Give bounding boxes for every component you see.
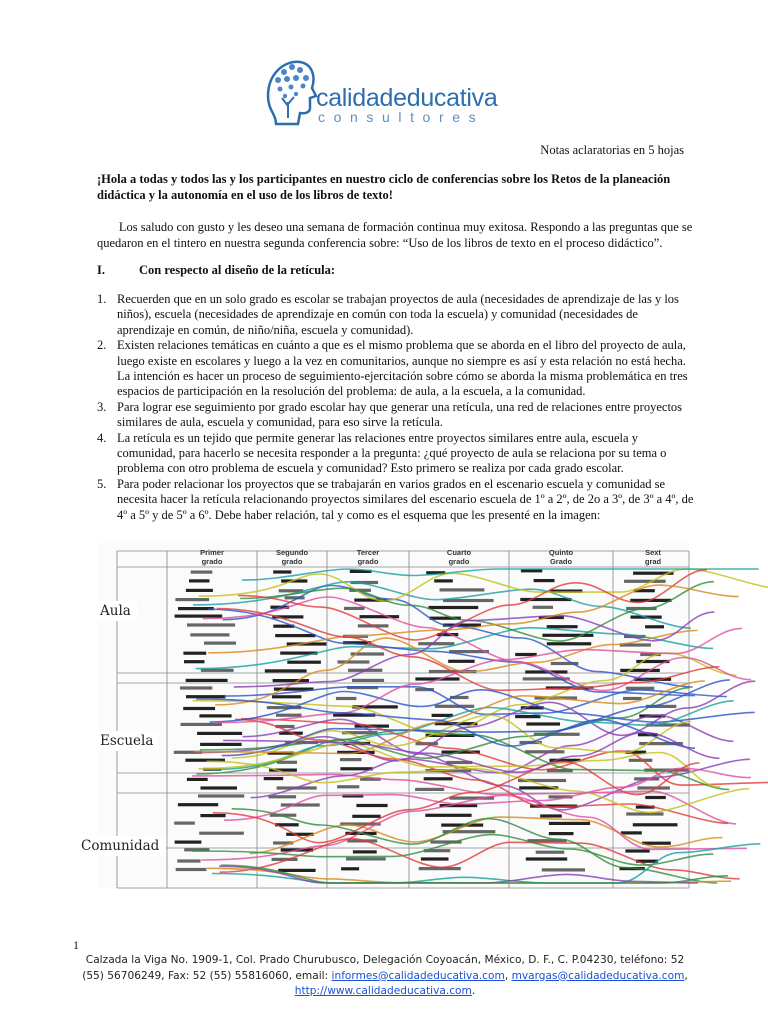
project-box <box>645 625 664 628</box>
reticula-figure <box>81 543 689 888</box>
project-box <box>547 642 591 645</box>
project-box <box>352 815 380 818</box>
list-item: 5. Para poder relacionar los proyectos que se trabajarán en varios grados en el escenario escuela y comunidad se necesita hacer la retícula relacionando proyectos similares del escenario escuela de 1º a 2º, de 2o a 3º, de 3º a 4º, de 4º a 5º y de 5º a 6º. Debe haber relación, tal y como es el esquema que les presenté en la imagen: <box>97 476 694 522</box>
project-box <box>549 832 574 835</box>
project-box <box>547 625 578 628</box>
section-number: I. <box>97 263 105 277</box>
project-box <box>180 686 212 689</box>
project-box <box>265 669 307 672</box>
project-box <box>186 679 228 682</box>
project-box <box>360 615 400 618</box>
email-link-mvargas[interactable]: mvargas@calidadeducativa.com <box>511 969 685 982</box>
project-box <box>278 869 315 872</box>
project-box <box>199 714 231 717</box>
project-box <box>337 785 359 788</box>
project-box <box>344 607 365 610</box>
project-box <box>542 868 585 871</box>
project-box <box>536 851 565 854</box>
project-box <box>534 579 555 582</box>
project-box <box>287 661 321 664</box>
project-box <box>191 571 213 574</box>
project-box <box>432 714 453 717</box>
project-box <box>272 695 301 698</box>
column-label: Primer grado <box>200 548 224 566</box>
project-box <box>346 857 386 860</box>
project-box <box>415 788 444 791</box>
project-box <box>418 642 454 645</box>
project-box <box>189 579 210 582</box>
project-box <box>273 679 309 682</box>
project-box <box>186 695 225 698</box>
section-heading <box>97 263 335 278</box>
project-box <box>184 660 205 663</box>
project-box <box>515 715 540 718</box>
project-box <box>174 822 195 825</box>
column-label: Quinto Grado <box>548 548 574 566</box>
project-box <box>187 623 235 626</box>
list-item: 2. Existen relaciones temáticas en cuánto a que es el mismo problema que se aborda en el libro del proyecto de aula, luego existe en escolares y luego a la vez en comunitarios, aunque no siempre es así y esta relación no está hecha. La intención es hacer un proceso de seguimiento-ejercitación sobre cómo se aborda la misma problemática en tres espacios de participación en la resolución del problema: de aula, a la escuela, a la comunidad. <box>97 338 688 399</box>
column-label: Cuarto grado <box>446 548 472 566</box>
project-box <box>621 831 642 834</box>
project-box <box>178 803 218 806</box>
project-box <box>175 598 209 601</box>
reticula-diagram <box>81 543 689 888</box>
project-box <box>340 758 362 761</box>
project-box <box>198 794 244 797</box>
numbered-list <box>97 292 697 523</box>
project-box <box>177 859 200 862</box>
logo-name: calidadeducativa <box>316 84 498 112</box>
project-box <box>187 778 208 781</box>
logo-subtitle: consultores <box>318 109 485 125</box>
project-box <box>273 570 291 573</box>
column-label: Segundo grado <box>275 548 309 566</box>
project-box <box>176 868 207 871</box>
project-box <box>540 814 562 817</box>
project-box <box>549 822 590 825</box>
project-box <box>526 857 567 860</box>
project-box <box>429 606 479 609</box>
intro-paragraph <box>97 219 693 251</box>
project-box <box>200 743 242 746</box>
project-box <box>281 803 320 806</box>
column-label: Sext grad <box>644 548 662 566</box>
project-box <box>338 660 370 663</box>
project-box <box>175 615 223 618</box>
column-label: Tercer grado <box>356 548 380 566</box>
project-box <box>356 804 387 807</box>
project-box <box>186 589 213 592</box>
project-box <box>448 660 474 663</box>
project-box <box>421 857 449 860</box>
project-box <box>623 697 642 700</box>
project-box <box>645 796 666 799</box>
project-box <box>269 795 297 798</box>
project-box <box>425 814 471 817</box>
project-box <box>341 867 359 870</box>
project-box <box>352 679 384 682</box>
email-link-informes[interactable]: informes@calidadeducativa.com <box>331 969 505 982</box>
project-box <box>264 777 284 780</box>
project-box <box>435 705 474 708</box>
greeting-heading: ¡Hola a todas y todos las y los participantes en nuestro ciclo de conferencias sobre los Retos de la planeación didáctica y la autonomía en el uso de los libros de texto! <box>97 172 671 202</box>
footer-web: http://www.calidadeducativa.com. <box>294 985 476 997</box>
project-box <box>183 707 215 710</box>
footer-address: Calzada la Viga No. 1909-1, Col. Prado Churubusco, Delegación Coyoacán, México, D. F., C. P.04230, teléfono: 52 <box>85 954 685 966</box>
project-box <box>275 634 315 637</box>
project-box <box>336 697 357 700</box>
row-label: Escuela <box>100 733 154 749</box>
project-box <box>190 633 229 636</box>
project-box <box>434 579 453 582</box>
row-label: Aula <box>100 603 131 619</box>
footer <box>80 953 690 1000</box>
list-item: 4. La retícula es un tejido que permite generar las relaciones entre proyectos similares entre aula, escuela y comunidad, para hacerlo se necesita responder a la pregunta: ¿qué proyecto de aula se relaciona por su tema o problema con otro problema de escuela y comunidad? Esto primero se realiza por cada grado escolar. <box>97 430 667 476</box>
list-item: 1. Recuerden que en un solo grado es escolar se trabajan proyectos de aula (necesidades de aprendizaje de las y los niños), escuela (necesidades de aprendizaje en común con toda la escuela) y comunidad (necesidades de aprendizaje en común, de niño/niña, escuela y comunidad). <box>97 292 679 337</box>
list-item: 3. Para lograr ese seguimiento por grado escolar hay que generar una retícula, una red de relaciones entre proyectos similares de aula, escuela y comunidad, para eso sirve la retícula. <box>97 399 683 430</box>
project-box <box>200 814 225 817</box>
project-box <box>197 732 242 735</box>
project-box <box>424 777 453 780</box>
project-box <box>625 849 649 852</box>
project-box <box>183 652 206 655</box>
project-box <box>276 714 302 717</box>
project-box <box>633 823 678 826</box>
section-title: Con respecto al diseño de la retícula: <box>139 263 336 277</box>
header-note: Notas aclaratorias en 5 hojas <box>540 143 684 157</box>
project-box <box>204 642 236 645</box>
website-link[interactable]: http://www.calidadeducativa.com <box>294 985 472 997</box>
project-box <box>525 750 565 753</box>
page-number: 1 <box>73 938 79 952</box>
project-box <box>353 850 377 853</box>
footer-contact: (55) 56706249, Fax: 52 (55) 55816060, email: informes@calidadeducativa.com, mvargas@calidadeducativa.com, <box>82 969 688 982</box>
project-box <box>533 606 553 609</box>
row-label: Comunidad <box>81 838 160 854</box>
project-box <box>620 669 660 672</box>
project-box <box>175 841 202 844</box>
head-tree-icon <box>262 52 318 128</box>
project-box <box>624 580 666 583</box>
project-box <box>440 588 485 591</box>
intro-text: Los saludo con gusto y les deseo una semana de formación continua muy exitosa. Respondo a las preguntas que se quedaron en el tintero en nuestra segunda conferencia sobre: “Uso de los libros de texto en el proceso didáctico”. <box>97 220 693 250</box>
project-box <box>199 832 244 835</box>
project-box <box>201 786 238 789</box>
project-box <box>526 722 560 725</box>
